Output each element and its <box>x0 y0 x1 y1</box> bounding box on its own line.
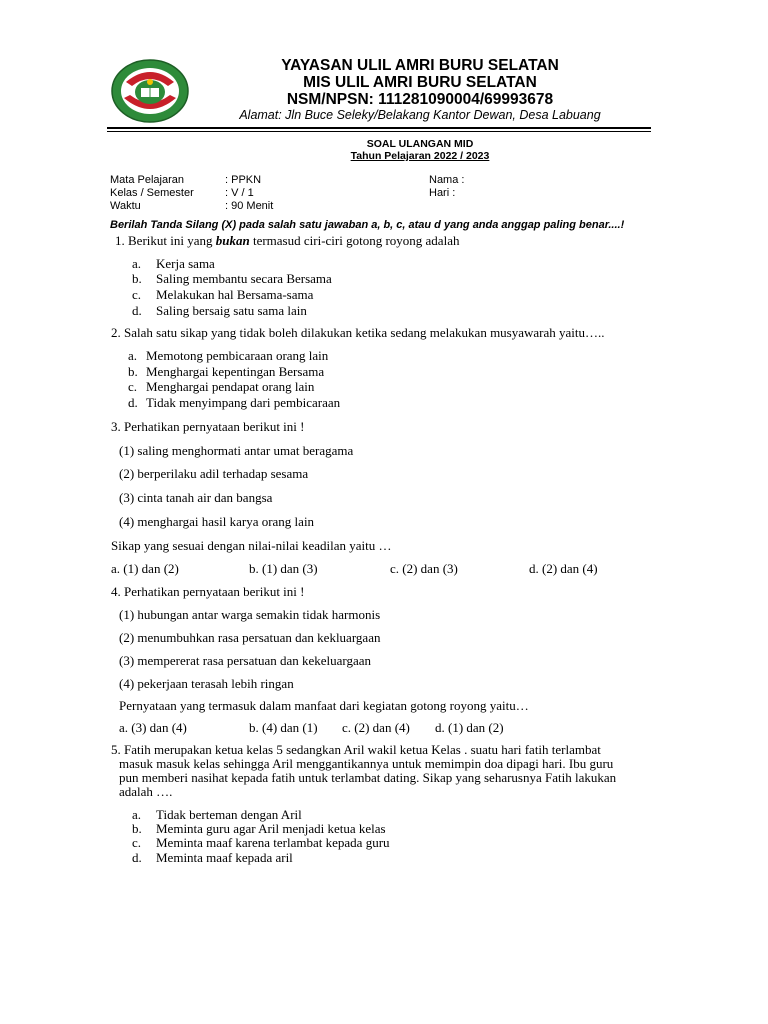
header-divider-thick <box>107 127 651 129</box>
q1-option-text: Kerja sama <box>156 256 215 271</box>
question-1-suffix: termasud ciri-ciri gotong royong adalah <box>249 233 460 248</box>
q2-option-text: Menghargai kepentingan Bersama <box>146 364 325 379</box>
q3-option: c. (2) dan (3) <box>390 561 458 576</box>
q1-option-text: Saling membantu secara Bersama <box>156 271 332 286</box>
instruction: Berilah Tanda Silang (X) pada salah satu jawaban a, b, c, atau d yang anda anggap paling benar....! <box>110 219 625 231</box>
day-label: Hari : <box>429 187 456 199</box>
question-1-emphasis: bukan <box>215 233 250 248</box>
q3-statement: (3) cinta tanah air dan bangsa <box>119 490 273 505</box>
q4-option: b. (4) dan (1) <box>249 720 318 735</box>
q4-option: a. (3) dan (4) <box>119 720 187 735</box>
q2-option-letter: b. <box>128 364 138 379</box>
q1-option-letter: c. <box>132 287 142 302</box>
question-5-line: 5. Fatih merupakan ketua kelas 5 sedangkan Aril wakil ketua Kelas . suatu hari fatih terlambat <box>111 742 601 757</box>
q3-statement: (2) berperilaku adil terhadap sesama <box>119 466 309 481</box>
question-3: 3. Perhatikan pernyataan berikut ini ! <box>111 419 305 434</box>
q2-option-letter: a. <box>128 348 138 363</box>
q5-option-letter: c. <box>132 835 142 850</box>
school-logo <box>110 58 190 124</box>
q4-option: c. (2) dan (4) <box>342 720 410 735</box>
q1-option-letter: a. <box>132 256 142 271</box>
q2-option-letter: d. <box>128 395 138 410</box>
question-5-line: masuk masuk kelas sehingga Aril menggantikannya untuk memimpin doa dipagi hari. Ibu guru <box>119 756 614 771</box>
q4-statement: (3) mempererat rasa persatuan dan kekeluargaan <box>119 653 372 668</box>
question-1-prefix: 1. Berikut ini yang <box>115 233 216 248</box>
q5-option-text: Meminta maaf karena terlambat kepada guru <box>156 835 390 850</box>
question-4: 4. Perhatikan pernyataan berikut ini ! <box>111 584 305 599</box>
question-5-line: pun memberi nasihat kepada fatih untuk terlambat dating. Sikap yang seharusnya Fatih lakukan <box>119 770 617 785</box>
q2-option-text: Menghargai pendapat orang lain <box>146 379 315 394</box>
q4-option: d. (1) dan (2) <box>435 720 504 735</box>
q5-option-text: Meminta guru agar Aril menjadi ketua kelas <box>156 821 386 836</box>
school-id: NSM/NPSN: 111281090004/69993678 <box>286 91 554 108</box>
header-divider-thin <box>107 131 651 132</box>
exam-year: Tahun Pelajaran 2022 / 2023 <box>350 150 490 162</box>
q3-statement: (1) saling menghormati antar umat beragama <box>119 443 354 458</box>
subject-label: Mata Pelajaran <box>110 174 184 186</box>
school-name: MIS ULIL AMRI BURU SELATAN <box>303 74 537 91</box>
name-label: Nama : <box>429 174 465 186</box>
foundation-name: YAYASAN ULIL AMRI BURU SELATAN <box>281 57 559 74</box>
question-5-line: adalah …. <box>119 784 173 799</box>
q4-statement: (2) menumbuhkan rasa persatuan dan kekluargaan <box>119 630 381 645</box>
q1-option-text: Saling bersaig satu sama lain <box>156 303 307 318</box>
exam-title: SOAL ULANGAN MID <box>366 138 474 150</box>
q4-statement: (1) hubungan antar warga semakin tidak harmonis <box>119 607 381 622</box>
q1-option-letter: d. <box>132 303 142 318</box>
q5-option-text: Tidak berteman dengan Aril <box>156 807 302 822</box>
q3-question: Sikap yang sesuai dengan nilai-nilai keadilan yaitu … <box>111 538 392 553</box>
question-2: 2. Salah satu sikap yang tidak boleh dilakukan ketika sedang melakukan musyawarah yaitu….. <box>111 325 605 340</box>
school-address: Alamat: Jln Buce Seleky/Belakang Kantor Dewan, Desa Labuang <box>239 108 601 122</box>
q5-option-letter: d. <box>132 850 142 865</box>
q2-option-text: Memotong pembicaraan orang lain <box>146 348 329 363</box>
q5-option-letter: b. <box>132 821 142 836</box>
q4-question: Pernyataan yang termasuk dalam manfaat dari kegiatan gotong royong yaitu… <box>119 698 529 713</box>
q5-option-letter: a. <box>132 807 142 822</box>
question-1 <box>115 233 459 249</box>
q2-option-letter: c. <box>128 379 138 394</box>
q4-statement: (4) pekerjaan terasah lebih ringan <box>119 676 294 691</box>
q3-option: d. (2) dan (4) <box>529 561 598 576</box>
q1-option-text: Melakukan hal Bersama-sama <box>156 287 314 302</box>
class-label: Kelas / Semester <box>110 187 194 199</box>
class-value: : V / 1 <box>225 187 254 199</box>
q5-option-text: Meminta maaf kepada aril <box>156 850 293 865</box>
q3-option: b. (1) dan (3) <box>249 561 318 576</box>
q3-statement: (4) menghargai hasil karya orang lain <box>119 514 315 529</box>
q1-option-letter: b. <box>132 271 142 286</box>
time-value: : 90 Menit <box>225 200 274 212</box>
q3-option: a. (1) dan (2) <box>111 561 179 576</box>
q2-option-text: Tidak menyimpang dari pembicaraan <box>146 395 341 410</box>
time-label: Waktu <box>110 200 141 212</box>
subject-value: : PPKN <box>225 174 262 186</box>
